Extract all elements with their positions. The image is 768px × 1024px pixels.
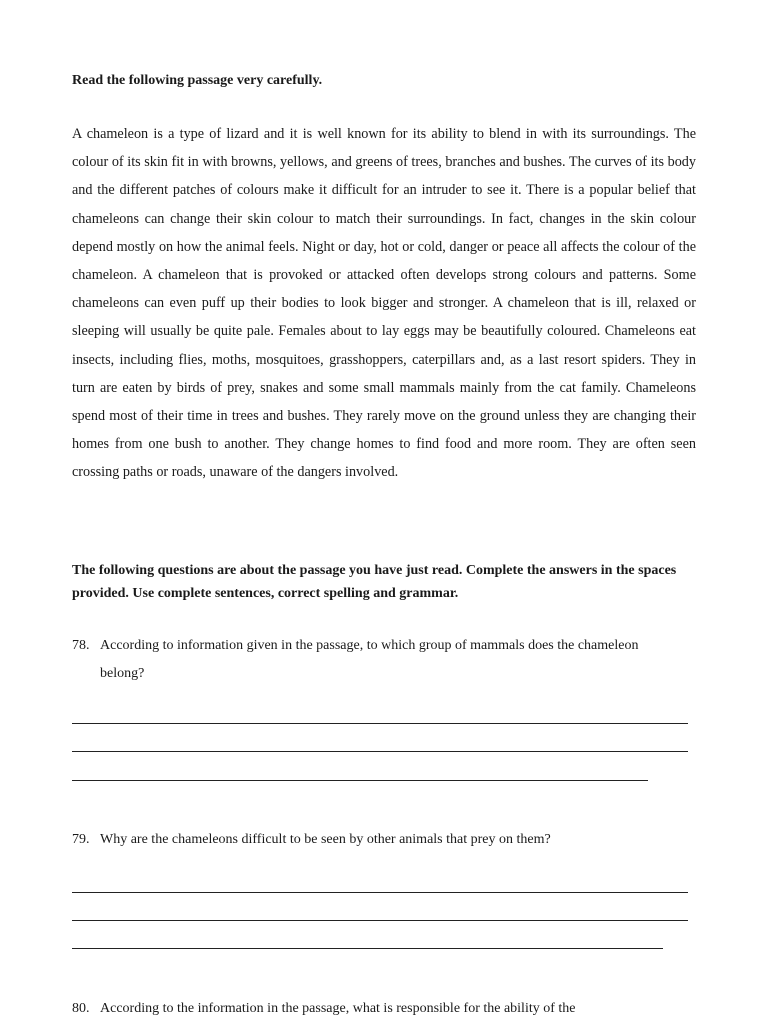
question-number: 78. xyxy=(72,638,90,653)
answer-line-79-3[interactable] xyxy=(72,948,663,949)
answer-line-78-3[interactable] xyxy=(72,780,648,781)
answer-line-79-2[interactable] xyxy=(72,920,688,921)
question-directions: The following questions are about the passage you have just read. Complete the answers in the spaces provided. Use complete sentences, correct spelling and grammar. xyxy=(72,563,677,601)
answer-line-78-2[interactable] xyxy=(72,751,688,752)
reading-passage: A chameleon is a type of lizard and it is well known for its ability to blend in with its surroundings. The colour of its skin fit in with browns, yellows, and greens of trees, branches and bushes. The curves of its body and the different patches of colours make it difficult for an intruder to see it. There is a popular belief that chameleons can change their skin colour to match their surroundings. In fact, changes in the skin colour depend mostly on how the animal feels. Night or day, hot or cold, danger or peace all affects the colour of the chameleon. A chameleon that is provoked or attacked often develops strong colours and patterns. Some chameleons can even puff up their bodies to look bigger and stronger. A chameleon that is ill, relaxed or sleeping will usually be quite pale. Females about to lay eggs may be beautifully coloured. Chameleons eat insects, including flies, moths, mosquitoes, grasshoppers, caterpillars and, as a last resort spiders. They in turn are eaten by birds of prey, snakes and some small mammals mainly from the cat family. Chameleons spend most of their time in trees and bushes. They rarely move on the ground unless they are changing their homes from one bush to another. They change homes to find food and more room. They are often seen crossing paths or roads, unaware of the dangers involved. xyxy=(72,126,696,481)
question-number: 79. xyxy=(72,832,90,847)
answer-line-78-1[interactable] xyxy=(72,723,688,724)
question-79 xyxy=(72,826,672,854)
answer-line-79-1[interactable] xyxy=(72,892,688,893)
question-text: According to the information in the passage, what is responsible for the ability of the xyxy=(100,1001,576,1016)
question-80 xyxy=(72,995,672,1023)
question-78 xyxy=(72,632,672,688)
reading-instruction: Read the following passage very carefully. xyxy=(72,73,323,88)
question-text: According to information given in the passage, to which group of mammals does the chameleon belong? xyxy=(100,638,639,681)
question-number: 80. xyxy=(72,1001,90,1016)
question-text: Why are the chameleons difficult to be seen by other animals that prey on them? xyxy=(100,832,551,847)
